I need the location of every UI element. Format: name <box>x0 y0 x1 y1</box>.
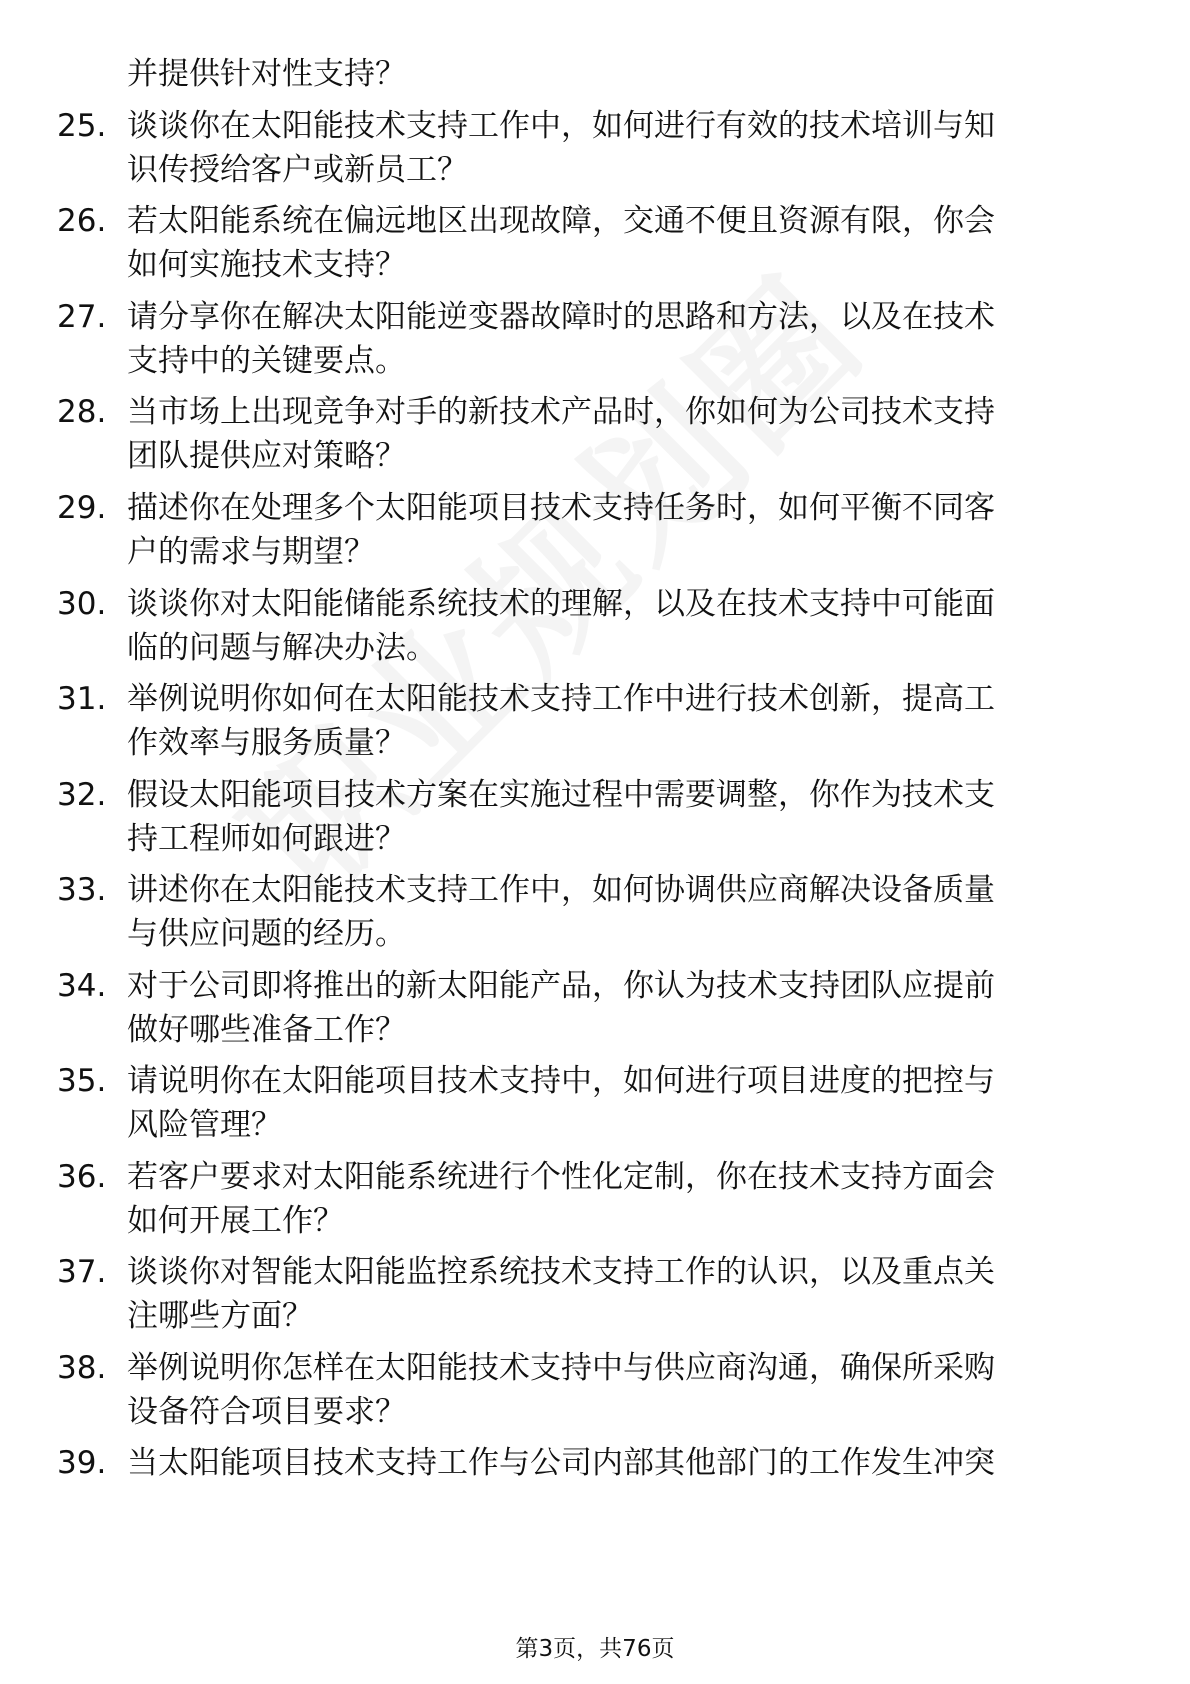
question-text-line-2: 团队提供应对策略？ <box>127 438 406 474</box>
question-number: 30. <box>57 586 107 622</box>
question-text-line-1: 谈谈你对太阳能储能系统技术的理解，以及在技术支持中可能面 <box>127 586 995 622</box>
question-text-line-1: 当太阳能项目技术支持工作与公司内部其他部门的工作发生冲突 <box>127 1445 995 1481</box>
question-number: 29. <box>57 490 107 526</box>
question-text-line-1: 当市场上出现竞争对手的新技术产品时，你如何为公司技术支持 <box>127 394 995 430</box>
question-text-line-1: 假设太阳能项目技术方案在实施过程中需要调整，你作为技术支 <box>127 777 995 813</box>
question-text-line-1: 举例说明你如何在太阳能技术支持工作中进行技术创新，提高工 <box>127 681 995 717</box>
question-number: 26. <box>57 203 107 239</box>
question-text-line-2: 持工程师如何跟进？ <box>127 821 406 857</box>
question-text-line-2: 风险管理？ <box>127 1107 282 1143</box>
question-number: 34. <box>57 968 107 1004</box>
question-number: 27. <box>57 299 107 335</box>
question-text-line-2: 与供应问题的经历。 <box>127 916 406 952</box>
question-text-line-2: 户的需求与期望？ <box>127 534 375 570</box>
question-text-line-1: 若太阳能系统在偏远地区出现故障，交通不便且资源有限，你会 <box>127 203 995 239</box>
question-text-line-2: 临的问题与解决办法。 <box>127 630 437 666</box>
question-text-line-2: 做好哪些准备工作？ <box>127 1012 406 1048</box>
question-number: 36. <box>57 1159 107 1195</box>
question-text-line-2: 注哪些方面？ <box>127 1298 313 1334</box>
question-number: 31. <box>57 681 107 717</box>
question-text-line-2: 如何实施技术支持？ <box>127 247 406 283</box>
question-text-line-2: 作效率与服务质量？ <box>127 725 406 761</box>
question-number: 25. <box>57 108 107 144</box>
question-text-line-1: 描述你在处理多个太阳能项目技术支持任务时，如何平衡不同客 <box>127 490 995 526</box>
question-number: 37. <box>57 1254 107 1290</box>
question-text-line-1: 讲述你在太阳能技术支持工作中，如何协调供应商解决设备质量 <box>127 872 995 908</box>
page-number-footer: 第3页，共76页 <box>515 1636 675 1662</box>
question-text-line-2: 识传授给客户或新员工？ <box>127 152 468 188</box>
question-number: 33. <box>57 872 107 908</box>
question-number: 35. <box>57 1063 107 1099</box>
question-text-line-1: 请分享你在解决太阳能逆变器故障时的思路和方法，以及在技术 <box>127 299 995 335</box>
question-text-line-1: 请说明你在太阳能项目技术支持中，如何进行项目进度的把控与 <box>127 1063 995 1099</box>
question-text-line-1: 谈谈你在太阳能技术支持工作中，如何进行有效的技术培训与知 <box>127 108 995 144</box>
question-text-line-2: 如何开展工作？ <box>127 1203 344 1239</box>
question-number: 38. <box>57 1350 107 1386</box>
question-text-line-1: 谈谈你对智能太阳能监控系统技术支持工作的认识，以及重点关 <box>127 1254 995 1290</box>
question-text-line-2: 支持中的关键要点。 <box>127 343 406 379</box>
question-text-line-2: 设备符合项目要求？ <box>127 1394 406 1430</box>
question-text-line-1: 若客户要求对太阳能系统进行个性化定制，你在技术支持方面会 <box>127 1159 995 1195</box>
question-text-line-1: 举例说明你怎样在太阳能技术支持中与供应商沟通，确保所采购 <box>127 1350 995 1386</box>
question-number: 28. <box>57 394 107 430</box>
question-text-line-1: 对于公司即将推出的新太阳能产品，你认为技术支持团队应提前 <box>127 968 995 1004</box>
question-number: 39. <box>57 1445 107 1481</box>
question-number: 32. <box>57 777 107 813</box>
continued-question-text: 并提供针对性支持？ <box>127 56 406 92</box>
